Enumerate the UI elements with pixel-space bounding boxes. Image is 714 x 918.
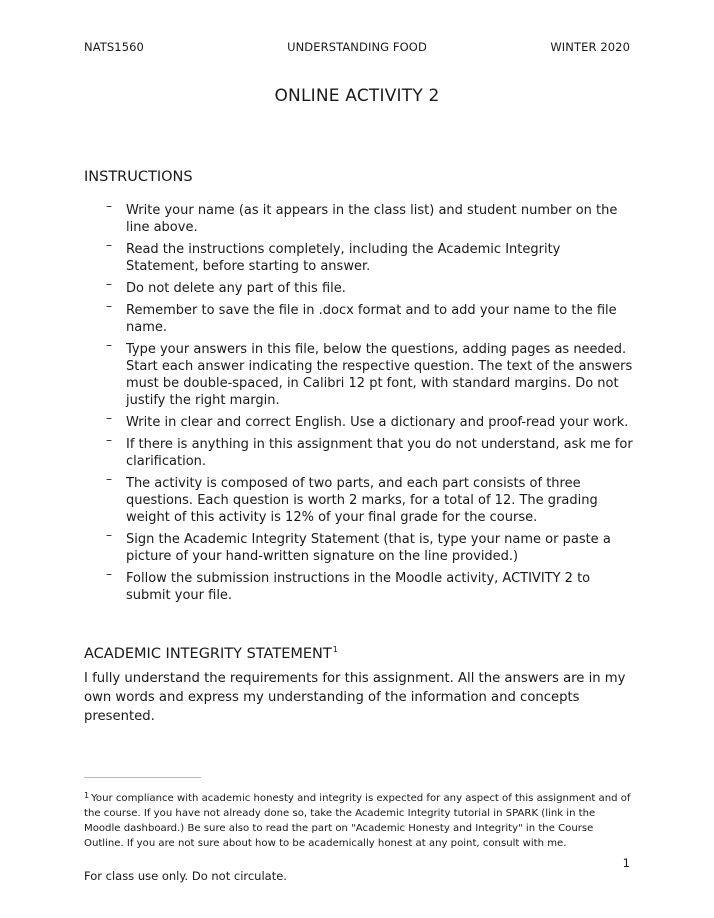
dash-bullet: – — [106, 411, 112, 425]
dash-bullet: – — [106, 433, 112, 447]
list-item — [84, 528, 634, 565]
list-item-text: Read the instructions completely, including the Academic Integrity Statement, before starting to answer. — [126, 242, 561, 274]
dash-bullet: – — [106, 299, 112, 313]
page-header — [84, 40, 630, 56]
footnote-number: 1 — [84, 791, 90, 800]
list-item-text: If there is anything in this assignment that you do not understand, ask me for clarification. — [126, 437, 633, 469]
list-item — [84, 299, 634, 336]
dash-bullet: – — [106, 238, 112, 252]
term: WINTER 2020 — [550, 40, 630, 54]
instructions-list — [84, 199, 634, 609]
list-item-text: The activity is composed of two parts, and each part consists of three questions. Each question is worth 2 marks, for a total of 12. The grading weight of this activity is 12% of your final grade for the course. — [126, 476, 598, 525]
integrity-heading — [84, 645, 338, 662]
list-item-text: Remember to save the file in .docx format and to add your name to the file name. — [126, 303, 617, 335]
footnote-text: Your compliance with academic honesty and integrity is expected for any aspect of this assignment and of the course. If you have not already done so, take the Academic Integrity tutorial in SPARK (link in the Moodle dashboard.) Be sure also to read the part on "Academic Honesty and Integrity" in the Course Outline. If you are not sure about how to be academically honest at any point, consult with me. — [84, 793, 631, 849]
footnote-reference[interactable]: 1 — [332, 645, 338, 654]
list-item — [84, 199, 634, 236]
list-item — [84, 338, 634, 409]
list-item-text: Type your answers in this file, below the questions, adding pages as needed. Start each answer indicating the respective question. The text of the answers must be double-spaced, in Calibri 12 pt font, with standard margins. Do not justify the right margin. — [126, 342, 633, 408]
dash-bullet: – — [106, 567, 112, 581]
footnote-separator — [84, 777, 201, 778]
list-item-text: Do not delete any part of this file. — [126, 281, 346, 296]
list-item — [84, 433, 634, 470]
footnote — [84, 788, 632, 851]
instructions-heading: INSTRUCTIONS — [84, 169, 193, 185]
course-code: NATS1560 — [84, 40, 144, 54]
integrity-heading-text: ACADEMIC INTEGRITY STATEMENT — [84, 646, 332, 662]
document-title: ONLINE ACTIVITY 2 — [274, 86, 440, 106]
dash-bullet: – — [106, 338, 112, 352]
list-item — [84, 472, 634, 526]
list-item — [84, 411, 634, 431]
dash-bullet: – — [106, 277, 112, 291]
page-footer: For class use only. Do not circulate. — [84, 869, 287, 883]
integrity-statement: I fully understand the requirements for this assignment. All the answers are in my own words and express my understanding of the information and concepts presented. — [84, 671, 626, 724]
list-item-text: Write your name (as it appears in the class list) and student number on the line above. — [126, 203, 618, 235]
list-item — [84, 238, 634, 275]
list-item-text: Sign the Academic Integrity Statement (that is, type your name or paste a picture of your hand-written signature on the line provided.) — [126, 532, 611, 564]
dash-bullet: – — [106, 528, 112, 542]
list-item — [84, 567, 634, 604]
list-item — [84, 277, 634, 297]
course-name: UNDERSTANDING FOOD — [287, 40, 427, 54]
list-item-text: Write in clear and correct English. Use a dictionary and proof-read your work. — [126, 415, 629, 430]
dash-bullet: – — [106, 472, 112, 486]
dash-bullet: – — [106, 199, 112, 213]
list-item-text: Follow the submission instructions in the Moodle activity, ACTIVITY 2 to submit your file. — [126, 571, 591, 603]
page-number: 1 — [622, 856, 630, 870]
